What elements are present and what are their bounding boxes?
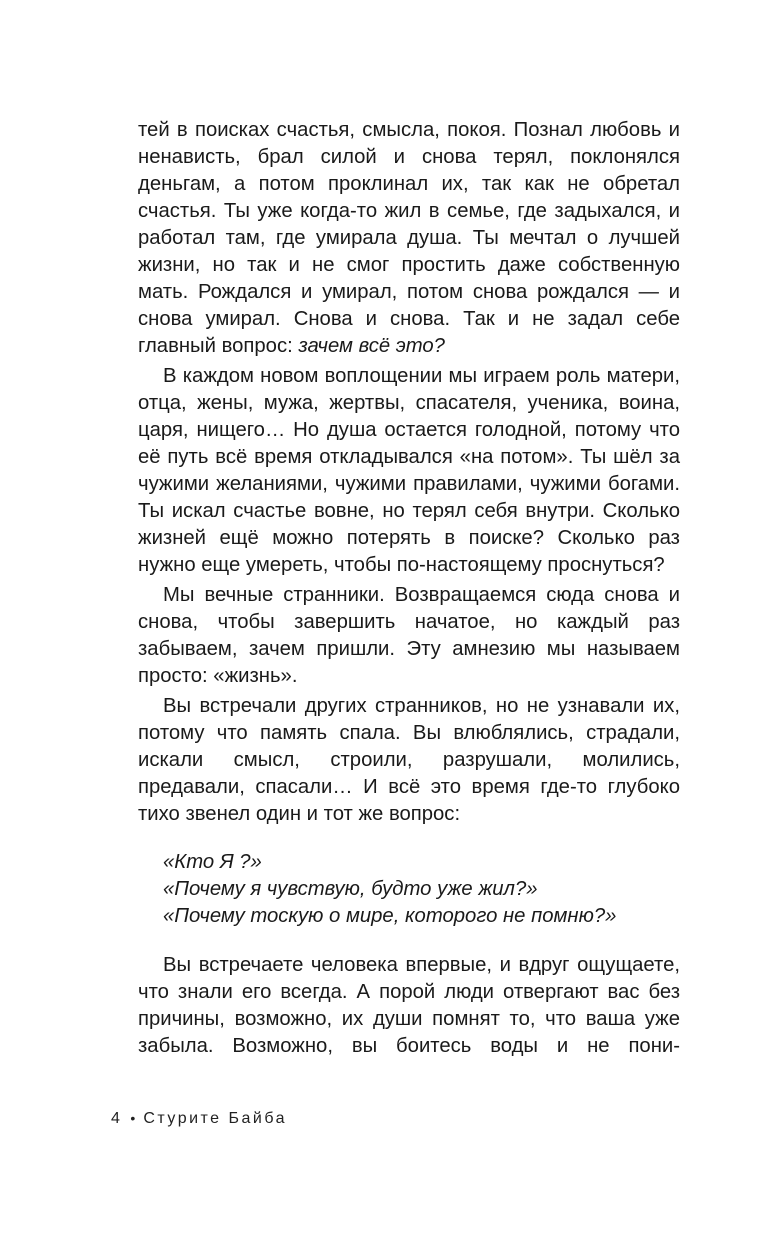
- paragraph-1-text: тей в поисках счастья, смысла, покоя. Познал любовь и ненависть, брал силой и снова терял, поклонялся деньгам, а потом проклинал их, так как не обретал счастья. Ты уже когда-то жил в семье, где задыхался, и работал там, где умирала душа. Ты мечтал о лучшей жизни, но так и не смог простить даже собственную мать. Рождался и умирал, потом снова рождался — и снова умирал. Снова и снова. Так и не задал себе главный вопрос:: [138, 119, 680, 357]
- paragraph-5: Вы встречаете человека впервые, и вдруг ощущаете, что знали его всегда. А порой люди отвергают вас без причины, возможно, их души помнят то, что ваша уже забыла. Возможно, вы боитесь воды и не пони-: [138, 954, 680, 1057]
- quote-line-2: «Почему я чувствую, будто уже жил?»: [163, 878, 538, 900]
- paragraph-1: [138, 117, 680, 360]
- paragraph-2: В каждом новом воплощении мы играем роль матери, отца, жены, мужа, жертвы, спасателя, ученика, воина, царя, нищего… Но душа остается голодной, потому что её путь всё время откладывался «на потом». Ты шёл за чужими желаниями, чужими правилами, чужими богами. Ты искал счастье вовне, но терял себя внутри. Сколько жизней ещё можно потерять в поиске? Сколько раз нужно еще умереть, чтобы по-настоящему проснуться?: [138, 365, 680, 576]
- bullet-separator: •: [130, 1110, 136, 1126]
- author-name: Стурите Байба: [143, 1110, 288, 1127]
- paragraph-1-italic-question: зачем всё это?: [298, 335, 445, 357]
- quote-line-1: «Кто Я ?»: [163, 851, 262, 873]
- paragraph-3: Мы вечные странники. Возвращаемся сюда снова и снова, чтобы завершить начатое, но каждый раз забываем, зачем пришли. Эту амнезию мы называем просто: «жизнь».: [138, 584, 680, 687]
- quote-block: [163, 849, 680, 930]
- page-number: 4: [111, 1110, 123, 1127]
- paragraph-4: Вы встречали других странников, но не узнавали их, потому что память спала. Вы влюблялись, страдали, искали смысл, строили, разрушали, молились, предавали, спасали… И всё это время где-то глубоко тихо звенел один и тот же вопрос:: [138, 695, 680, 825]
- page-footer: [111, 1110, 287, 1128]
- quote-line-3: «Почему тоскую о мире, которого не помню?»: [163, 905, 617, 927]
- page-body: [138, 117, 680, 1060]
